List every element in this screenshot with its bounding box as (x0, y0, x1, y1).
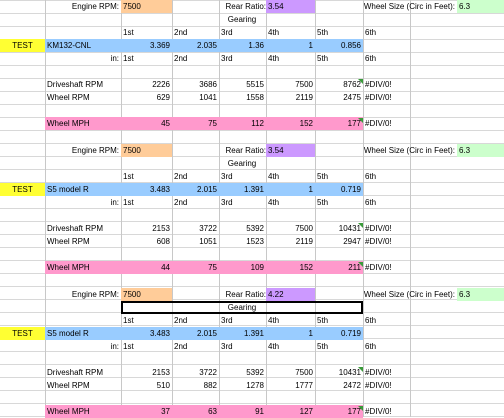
wheel-mph-value[interactable]: 177 (347, 407, 361, 416)
in-gear-2nd[interactable]: 2nd (174, 342, 188, 351)
wheel-rpm-label[interactable]: Wheel RPM (47, 237, 90, 246)
gear-header-3rd[interactable]: 3rd (221, 316, 233, 325)
error-indicator-icon (358, 118, 363, 123)
wheel-mph-value[interactable]: 127 (299, 407, 313, 416)
gear-ratio-3[interactable]: 1.391 (243, 329, 264, 338)
wheel-rpm-value[interactable]: 882 (203, 381, 217, 390)
wheel-mph-value[interactable]: 45 (161, 119, 170, 128)
engine-rpm-label[interactable]: Engine RPM: (71, 146, 119, 155)
test-label[interactable]: TEST (0, 39, 45, 52)
gear-ratio-5[interactable]: 0.856 (340, 41, 361, 50)
driveshaft-rpm-value[interactable]: 2153 (152, 224, 170, 233)
wheel-mph-error[interactable]: #DIV/0! (365, 263, 392, 272)
gear-ratio-4[interactable]: 1 (308, 185, 313, 194)
wheel-rpm-label[interactable]: Wheel RPM (47, 93, 90, 102)
driveshaft-error[interactable]: #DIV/0! (365, 80, 392, 89)
in-gear-1st[interactable]: 1st (123, 198, 134, 207)
in-label[interactable]: in: (110, 342, 119, 351)
driveshaft-rpm-value[interactable]: 5515 (246, 80, 264, 89)
wheel-rpm-value[interactable]: 1558 (246, 93, 264, 102)
driveshaft-rpm-value[interactable]: 3722 (199, 224, 217, 233)
driveshaft-rpm-value[interactable]: 8762 (343, 80, 361, 89)
wheel-rpm-value[interactable]: 2472 (343, 381, 361, 390)
wheel-rpm-value[interactable]: 2119 (295, 93, 313, 102)
wheel-size-input[interactable]: 6.3 (457, 144, 504, 157)
driveshaft-rpm-value[interactable]: 10431 (338, 224, 361, 233)
driveshaft-rpm-value[interactable]: 7500 (295, 368, 313, 377)
gear-ratio-2[interactable]: 2.015 (196, 329, 217, 338)
engine-rpm-input[interactable]: 7500 (121, 144, 172, 157)
in-gear-4th[interactable]: 4th (268, 342, 280, 351)
wheel-mph-error[interactable]: #DIV/0! (365, 407, 392, 416)
driveshaft-rpm-label[interactable]: Driveshaft RPM (47, 224, 104, 233)
wheel-mph-value[interactable]: 63 (208, 407, 217, 416)
in-gear-6th[interactable]: 6th (365, 342, 377, 351)
gear-ratio-3[interactable]: 1.391 (243, 185, 264, 194)
wheel-rpm-value[interactable]: 629 (156, 93, 170, 102)
gear-header-4th[interactable]: 4th (268, 172, 280, 181)
in-gear-5th[interactable]: 5th (317, 54, 329, 63)
gear-header-1st[interactable]: 1st (123, 172, 134, 181)
rear-ratio-input[interactable]: 4.22 (266, 288, 315, 301)
error-indicator-icon (358, 367, 363, 372)
engine-rpm-input[interactable]: 7500 (121, 0, 172, 13)
driveshaft-error[interactable]: #DIV/0! (365, 368, 392, 377)
gearing-header[interactable]: Gearing (227, 15, 257, 24)
gear-ratio-3[interactable]: 1.36 (248, 41, 264, 50)
wheel-rpm-value[interactable]: 1523 (246, 237, 264, 246)
wheel-mph-label[interactable]: Wheel MPH (47, 263, 90, 272)
in-gear-3rd[interactable]: 3rd (221, 54, 233, 63)
driveshaft-rpm-value[interactable]: 7500 (295, 224, 313, 233)
row-gridline (0, 130, 504, 131)
gear-header-6th[interactable]: 6th (365, 172, 377, 181)
wheel-mph-value[interactable]: 37 (161, 407, 170, 416)
in-gear-5th[interactable]: 5th (317, 342, 329, 351)
error-indicator-icon (358, 79, 363, 84)
gear-ratio-5[interactable]: 0.719 (340, 185, 361, 194)
driveshaft-rpm-value[interactable]: 2153 (152, 368, 170, 377)
in-gear-6th[interactable]: 6th (365, 54, 377, 63)
driveshaft-rpm-value[interactable]: 2226 (152, 80, 170, 89)
gear-ratio-4[interactable]: 1 (308, 41, 313, 50)
wheel-rpm-error[interactable]: #DIV/0! (365, 237, 392, 246)
gear-ratio-1[interactable]: 3.483 (149, 329, 170, 338)
gearing-header[interactable]: Gearing (121, 301, 363, 314)
driveshaft-rpm-value[interactable]: 3722 (199, 368, 217, 377)
gear-ratio-5[interactable]: 0.719 (340, 329, 361, 338)
wheel-rpm-value[interactable]: 1051 (199, 237, 217, 246)
rear-ratio-label[interactable]: Rear Ratio: (225, 146, 266, 155)
wheel-mph-value[interactable]: 152 (299, 119, 313, 128)
engine-rpm-label[interactable]: Engine RPM: (71, 290, 119, 299)
gear-header-6th[interactable]: 6th (365, 316, 377, 325)
wheel-mph-error[interactable]: #DIV/0! (365, 119, 392, 128)
gear-header-6th[interactable]: 6th (365, 28, 377, 37)
model-name[interactable]: S5 model R (47, 185, 89, 194)
wheel-size-label[interactable]: Wheel Size (Circ in Feet): (363, 2, 455, 11)
driveshaft-error[interactable]: #DIV/0! (365, 224, 392, 233)
in-gear-3rd[interactable]: 3rd (221, 198, 233, 207)
wheel-rpm-value[interactable]: 1777 (295, 381, 313, 390)
driveshaft-rpm-value[interactable]: 10431 (338, 368, 361, 377)
column-gridline (410, 0, 411, 417)
wheel-size-input[interactable]: 6.3 (457, 0, 504, 13)
row-gridline (0, 65, 504, 66)
gear-ratio-1[interactable]: 3.369 (149, 41, 170, 50)
wheel-mph-value[interactable]: 75 (208, 263, 217, 272)
gear-header-5th[interactable]: 5th (317, 316, 329, 325)
rear-ratio-label[interactable]: Rear Ratio: (225, 290, 266, 299)
wheel-size-label[interactable]: Wheel Size (Circ in Feet): (363, 146, 455, 155)
rear-ratio-input[interactable]: 3.54 (266, 144, 315, 157)
gear-header-2nd[interactable]: 2nd (174, 28, 188, 37)
driveshaft-rpm-value[interactable]: 7500 (295, 80, 313, 89)
in-label[interactable]: in: (110, 198, 119, 207)
test-label[interactable]: TEST (0, 183, 45, 196)
row-gridline (0, 364, 504, 365)
wheel-rpm-value[interactable]: 608 (156, 237, 170, 246)
row-gridline (0, 403, 504, 404)
wheel-rpm-value[interactable]: 510 (156, 381, 170, 390)
wheel-rpm-value[interactable]: 1041 (199, 93, 217, 102)
in-gear-6th[interactable]: 6th (365, 198, 377, 207)
in-gear-2nd[interactable]: 2nd (174, 54, 188, 63)
wheel-mph-label[interactable]: Wheel MPH (47, 119, 90, 128)
error-indicator-icon (358, 262, 363, 267)
gear-ratio-4[interactable]: 1 (308, 329, 313, 338)
gear-ratio-2[interactable]: 2.015 (196, 185, 217, 194)
rear-ratio-input[interactable]: 3.54 (266, 0, 315, 13)
gear-header-5th[interactable]: 5th (317, 28, 329, 37)
wheel-mph-value[interactable]: 152 (299, 263, 313, 272)
model-name[interactable]: KM132-CNL (47, 41, 92, 50)
gear-header-1st[interactable]: 1st (123, 28, 134, 37)
driveshaft-rpm-label[interactable]: Driveshaft RPM (47, 80, 104, 89)
wheel-mph-value[interactable]: 91 (255, 407, 264, 416)
in-gear-1st[interactable]: 1st (123, 342, 134, 351)
error-indicator-icon (358, 406, 363, 411)
wheel-rpm-error[interactable]: #DIV/0! (365, 93, 392, 102)
gear-ratio-2[interactable]: 2.035 (196, 41, 217, 50)
in-gear-2nd[interactable]: 2nd (174, 198, 188, 207)
row-gridline (0, 286, 504, 287)
in-gear-1st[interactable]: 1st (123, 54, 134, 63)
gear-header-3rd[interactable]: 3rd (221, 172, 233, 181)
wheel-rpm-label[interactable]: Wheel RPM (47, 381, 90, 390)
wheel-size-input[interactable]: 6.3 (457, 288, 504, 301)
rear-ratio-label[interactable]: Rear Ratio: (225, 2, 266, 11)
gear-header-1st[interactable]: 1st (123, 316, 134, 325)
gear-header-5th[interactable]: 5th (317, 172, 329, 181)
wheel-mph-value[interactable]: 109 (250, 263, 264, 272)
gearing-header[interactable]: Gearing (227, 159, 257, 168)
in-gear-3rd[interactable]: 3rd (221, 342, 233, 351)
gear-header-2nd[interactable]: 2nd (174, 172, 188, 181)
wheel-mph-value[interactable]: 211 (348, 263, 361, 272)
wheel-mph-value[interactable]: 112 (251, 119, 264, 128)
wheel-rpm-value[interactable]: 2475 (343, 93, 361, 102)
driveshaft-rpm-value[interactable]: 5392 (246, 368, 264, 377)
error-indicator-icon (358, 223, 363, 228)
wheel-rpm-value[interactable]: 2947 (343, 237, 361, 246)
engine-rpm-input[interactable]: 7500 (121, 288, 172, 301)
driveshaft-rpm-value[interactable]: 3686 (199, 80, 217, 89)
wheel-rpm-value[interactable]: 2119 (295, 237, 313, 246)
gear-ratio-1[interactable]: 3.483 (149, 185, 170, 194)
gear-header-2nd[interactable]: 2nd (174, 316, 188, 325)
wheel-size-label[interactable]: Wheel Size (Circ in Feet): (363, 290, 455, 299)
in-gear-5th[interactable]: 5th (317, 198, 329, 207)
test-label[interactable]: TEST (0, 327, 45, 340)
driveshaft-rpm-value[interactable]: 5392 (246, 224, 264, 233)
engine-rpm-label[interactable]: Engine RPM: (71, 2, 119, 11)
in-label[interactable]: in: (110, 54, 119, 63)
gear-header-4th[interactable]: 4th (268, 28, 280, 37)
in-gear-4th[interactable]: 4th (268, 198, 280, 207)
in-gear-4th[interactable]: 4th (268, 54, 280, 63)
wheel-rpm-value[interactable]: 1278 (246, 381, 264, 390)
gear-header-4th[interactable]: 4th (268, 316, 280, 325)
row-gridline (0, 104, 504, 105)
wheel-mph-value[interactable]: 177 (347, 119, 361, 128)
wheel-mph-value[interactable]: 75 (208, 119, 217, 128)
model-name[interactable]: S5 model R (47, 329, 89, 338)
gear-header-3rd[interactable]: 3rd (221, 28, 233, 37)
wheel-mph-value[interactable]: 44 (161, 263, 170, 272)
driveshaft-rpm-label[interactable]: Driveshaft RPM (47, 368, 104, 377)
wheel-rpm-error[interactable]: #DIV/0! (365, 381, 392, 390)
wheel-mph-label[interactable]: Wheel MPH (47, 407, 90, 416)
